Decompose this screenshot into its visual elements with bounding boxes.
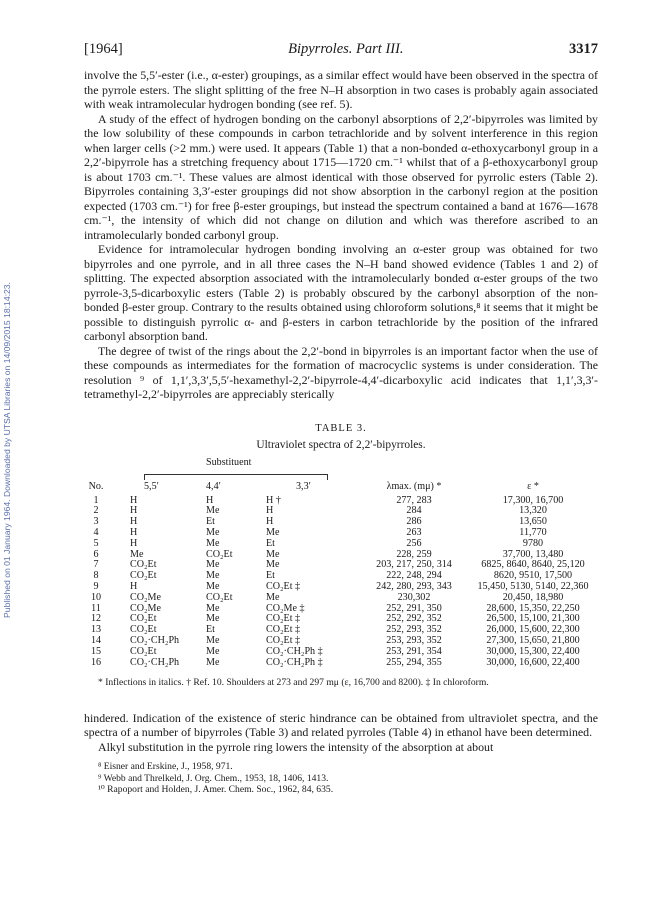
table-cell-l: 230,302 (397, 591, 431, 603)
table-cell-e: 13,320 (519, 505, 547, 517)
table-cell-a: CO₂Me (130, 602, 161, 614)
table-cell-c: CO₂Et ‡ (266, 634, 301, 646)
table-cell-l: 252, 291, 350 (386, 602, 442, 614)
table-cell-c: Me (266, 559, 280, 571)
table-cell-c: Et (266, 570, 275, 582)
table-cell-l: 286 (406, 516, 422, 528)
table-cell-e: 17,300, 16,700 (502, 494, 564, 506)
paragraph-hydrogen-bonding: A study of the effect of hydrogen bonding on the carbonyl absorptions of 2,2′-bipyrroles was limited by the low solubility of these compounds in carbon tetrachloride and by solvent interference in this region when larger cells (>2 mm.) were used. It appears (Table 1) that a non-bonded α-ethoxycarbonyl group in a 2,2′-bipyrrole has a stretching frequency about 1715—1720 cm.⁻¹ whilst that of a β-ethoxycarbonyl group is about 1703 cm.⁻¹. These values are almost identical with those observed for pyrrolic esters (Table 2). Bipyrroles containing 3,3′-ester groupings did not show absorption in the carbonyl region at the position expected (1703 cm.⁻¹) for free β-ester groupings, but instead the spectrum contained a band at 1676—1678 cm.⁻¹, the intensity of which did not change on dilution and which was therefore ascribed to an intramolecularly bonded carbonyl group. (84, 111, 598, 242)
table-cell-c: CO₂Et ‡ (266, 580, 301, 592)
table-row (84, 527, 598, 538)
table-cell-e: 13,650 (519, 516, 547, 528)
table-cell-no: 10 (90, 591, 102, 603)
table-cell-c: Me (266, 526, 280, 538)
reference-10: ¹⁰ Rapoport and Holden, J. Amer. Chem. Soc., 1962, 84, 635. (98, 784, 334, 795)
table-cell-b: Me (206, 645, 220, 657)
table-cell-l: 252, 293, 352 (386, 624, 442, 636)
table-cell-e: 15,450, 5130, 5140, 22,360 (477, 580, 589, 592)
table-cell-b: Me (206, 526, 220, 538)
table-cell-c: CO₂·CH₂Ph ‡ (266, 656, 323, 668)
reference-8: ⁸ Eisner and Erskine, J., 1958, 971. (98, 761, 233, 772)
table-cell-c: Me (266, 591, 280, 603)
table-cell-e: 26,500, 15,100, 21,300 (486, 613, 580, 625)
table-cell-e: 27,300, 15,650, 21,800 (486, 634, 580, 646)
table-cell-l: 253, 291, 354 (386, 645, 442, 657)
table-cell-l: 255, 294, 355 (386, 656, 442, 668)
table-cell-a: CO₂Et (130, 624, 157, 636)
header-year: [1964] (84, 41, 123, 57)
table-cell-b: Me (206, 580, 220, 592)
table-cell-e: 28,600, 15,350, 22,250 (486, 602, 580, 614)
table-cell-e: 26,000, 15,600, 22,300 (486, 624, 580, 636)
table-row (84, 505, 598, 516)
table-row (84, 613, 598, 624)
table-cell-l: 242, 280, 293, 343 (376, 580, 452, 592)
table-cell-no: 14 (90, 634, 102, 646)
paragraph-twist: The degree of twist of the rings about the 2,2′-bond in bipyrroles is an important factor when the use of these compounds as intermediates for the formation of macrocyclic systems is under consideration. The resolution ⁹ of 1,1′,3,3′,5,5′-hexamethyl-2,2′-bipyrrole-4,4′-dicarboxylic acid indicates that 1,1′,3,3′-tetramethyl-2,2′-bipyrroles are appreciably sterically (84, 343, 598, 401)
table-cell-e: 37,700, 13,480 (502, 548, 564, 560)
table-cell-no: 9 (93, 580, 99, 592)
header-lambda-max: λmax. (mμ) * (386, 480, 442, 492)
header-epsilon: ε * (527, 480, 539, 492)
table-cell-a: H (130, 537, 138, 549)
table-cell-a: CO₂Me (130, 591, 161, 603)
header-no: No. (88, 480, 104, 492)
header-title: Bipyrroles. Part III. (288, 41, 404, 57)
paragraph-evidence: Evidence for intramolecular hydrogen bonding involving an α-ester group was obtained for two bipyrroles and one pyrrole, and in all three cases the N–H band showed evidence (Tables 1 and 2) of splitting. The expected absorption associated with the intramolecularly bonded α-ester groups of the two pyrrole-3,5-dicarboxylic esters (Table 2) is probably obscured by the carbonyl absorption of the non-bonded β-ester group. Contrary to the results obtained using chloroform solutions,⁸ it seems that it might be possible to distinguish pyrrolic α- and β-esters in carbon tetrachloride by the position of the infrared carbonyl absorption band. (84, 242, 598, 343)
table-cell-b: Me (206, 537, 220, 549)
references (84, 761, 598, 796)
table-cell-no: 12 (90, 613, 102, 625)
table-cell-b: Et (206, 516, 215, 528)
journal-page (84, 41, 598, 796)
table-row (84, 603, 598, 614)
table-header-row (84, 481, 598, 492)
table-cell-e: 30,000, 15,300, 22,400 (486, 645, 580, 657)
table-cell-l: 284 (406, 505, 422, 517)
table-cell-e: 9780 (522, 537, 544, 549)
table-cell-c: CO₂Et ‡ (266, 624, 301, 636)
table-cell-e: 8620, 9510, 17,500 (493, 570, 573, 582)
table-cell-b: H (206, 494, 214, 506)
table-caption: TABLE 3. (315, 422, 367, 434)
table-cell-b: Me (206, 559, 220, 571)
table-cell-c: H † (266, 494, 281, 506)
download-watermark (0, 150, 14, 750)
table-footnote: * Inflections in italics. † Ref. 10. Shoulders at 273 and 297 mμ (ε, 16,700 and 8200). ‡ In chloroform. (98, 676, 489, 688)
table-cell-no: 15 (90, 645, 102, 657)
table-cell-no: 6 (93, 548, 99, 560)
table-row (84, 495, 598, 506)
substituent-brace (144, 474, 328, 480)
table-cell-c: Me (266, 548, 280, 560)
table-row (84, 646, 598, 657)
table-cell-e: 11,770 (519, 526, 547, 538)
table-cell-no: 16 (90, 656, 102, 668)
page-number: 3317 (569, 41, 598, 57)
header-5-5: 5,5′ (144, 480, 159, 492)
paragraph-hindered: hindered. Indication of the existence of steric hindrance can be obtained from ultraviolet spectra, and the spectra of a number of bipyrroles (Table 3) and related pyrroles (Table 4) in ethanol have been determined. (84, 710, 598, 739)
running-header (84, 41, 598, 58)
download-watermark-text: Published on 01 January 1964. Downloaded by UTSA Libraries on 14/09/2015 18:14:23. (2, 282, 12, 618)
table-row (84, 559, 598, 570)
table-cell-no: 5 (93, 537, 99, 549)
table-cell-a: CO₂·CH₂Ph (130, 656, 180, 668)
table-cell-c: CO₂·CH₂Ph ‡ (266, 645, 323, 657)
table-cell-b: Me (206, 570, 220, 582)
table-cell-a: H (130, 580, 138, 592)
table-cell-a: CO₂Et (130, 645, 157, 657)
table-cell-a: H (130, 516, 138, 528)
table-cell-c: H (266, 516, 274, 528)
table-cell-l: 222, 248, 294 (386, 570, 442, 582)
substituent-group-header: Substituent (206, 456, 252, 468)
table-cell-a: CO₂Et (130, 559, 157, 571)
table-cell-l: 228, 259 (396, 548, 432, 560)
table-cell-c: CO₂Et ‡ (266, 613, 301, 625)
table-cell-no: 13 (90, 624, 102, 636)
reference-9: ⁹ Webb and Threlkeld, J. Org. Chem., 1953, 18, 1406, 1413. (98, 772, 329, 784)
table-cell-b: Me (206, 505, 220, 517)
table-row (84, 549, 598, 560)
table-title: Ultraviolet spectra of 2,2′-bipyrroles. (256, 438, 426, 451)
table-cell-l: 277, 283 (396, 494, 432, 506)
table-cell-b: CO₂Et (206, 548, 233, 560)
table-row (84, 592, 598, 603)
table-cell-l: 252, 292, 352 (386, 613, 442, 625)
table-row (84, 581, 598, 592)
table-cell-c: H (266, 505, 274, 517)
table-cell-a: H (130, 526, 138, 538)
table-cell-a: CO₂Et (130, 613, 157, 625)
table-cell-no: 7 (93, 559, 99, 571)
table-cell-a: H (130, 494, 138, 506)
table-cell-b: Me (206, 602, 220, 614)
paragraph-alkyl: Alkyl substitution in the pyrrole ring lowers the intensity of the absorption at about (98, 739, 494, 754)
table-cell-a: Me (130, 548, 144, 560)
table-cell-b: Et (206, 624, 215, 636)
table-cell-no: 3 (93, 516, 99, 528)
table-row (84, 657, 598, 668)
table-cell-c: Et (266, 537, 275, 549)
table-cell-no: 4 (93, 526, 99, 538)
table-row (84, 570, 598, 581)
table-cell-no: 8 (93, 570, 99, 582)
table-cell-e: 20,450, 18,980 (502, 591, 564, 603)
table-cell-l: 203, 217, 250, 314 (376, 559, 452, 571)
table-cell-b: Me (206, 656, 220, 668)
table-cell-a: CO₂·CH₂Ph (130, 634, 180, 646)
table-row (84, 538, 598, 549)
table-cell-l: 253, 293, 352 (386, 634, 442, 646)
paragraph-continued: involve the 5,5′-ester (i.e., α-ester) groupings, as a similar effect would have been observed in the spectra of the pyrrole esters. The slight splitting of the free N–H absorption in two cases is probably again associated with weak intramolecular hydrogen bonding (see ref. 5). (84, 68, 598, 111)
table-cell-a: CO₂Et (130, 570, 157, 582)
table-cell-b: CO₂Et (206, 591, 233, 603)
table-cell-e: 6825, 8640, 8640, 25,120 (481, 559, 585, 571)
table-cell-l: 256 (406, 537, 422, 549)
table-cell-a: H (130, 505, 138, 517)
header-3-3: 3,3′ (296, 480, 311, 492)
table-row (84, 516, 598, 527)
table-row (84, 635, 598, 646)
uv-spectra-table (84, 455, 598, 675)
table-cell-b: Me (206, 613, 220, 625)
table-cell-no: 1 (93, 494, 99, 506)
table-cell-c: CO₂Me ‡ (266, 602, 305, 614)
table-cell-l: 263 (406, 526, 422, 538)
header-4-4: 4,4′ (206, 480, 221, 492)
table-cell-e: 30,000, 16,600, 22,400 (486, 656, 580, 668)
table-cell-no: 11 (91, 602, 101, 614)
table-row (84, 624, 598, 635)
table-cell-no: 2 (93, 505, 99, 517)
table-cell-b: Me (206, 634, 220, 646)
